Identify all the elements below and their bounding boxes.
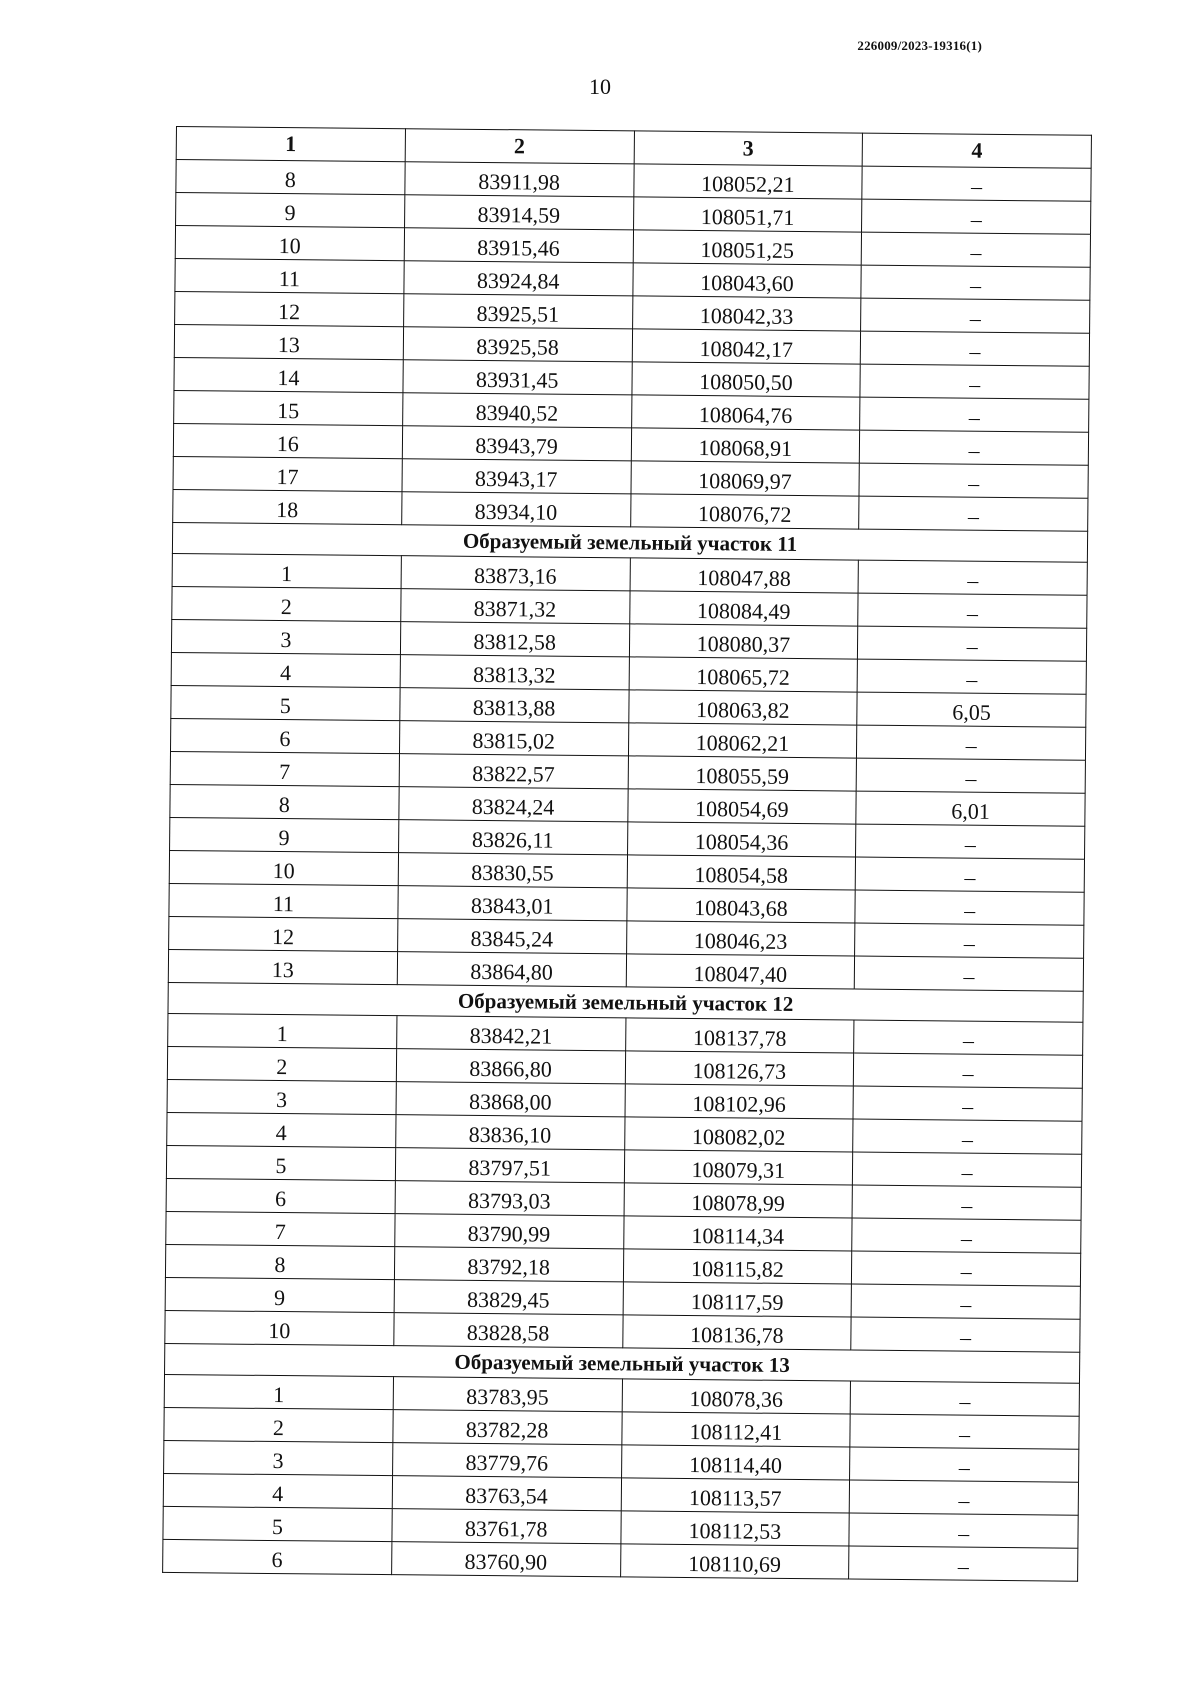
column-4-cell: – xyxy=(852,1251,1081,1286)
point-number-cell: 1 xyxy=(172,553,401,588)
point-number-cell: 6 xyxy=(163,1539,392,1574)
y-coordinate-cell: 108112,53 xyxy=(620,1511,849,1546)
x-coordinate-cell: 83815,02 xyxy=(399,721,628,756)
column-4-cell: – xyxy=(849,1513,1078,1548)
column-4-cell: – xyxy=(855,923,1084,958)
y-coordinate-cell: 108110,69 xyxy=(620,1544,849,1579)
column-4-cell: – xyxy=(855,857,1084,892)
column-4-cell: – xyxy=(853,1119,1082,1154)
column-4-cell: 6,05 xyxy=(857,692,1086,727)
y-coordinate-cell: 108082,02 xyxy=(624,1117,853,1152)
y-coordinate-cell: 108078,36 xyxy=(622,1379,851,1414)
y-coordinate-cell: 108115,82 xyxy=(623,1249,852,1284)
x-coordinate-cell: 83797,51 xyxy=(395,1148,624,1183)
column-4-cell: – xyxy=(855,890,1084,925)
y-coordinate-cell: 108102,96 xyxy=(625,1084,854,1119)
x-coordinate-cell: 83813,88 xyxy=(400,688,629,723)
y-coordinate-cell: 108047,40 xyxy=(626,954,855,989)
point-number-cell: 2 xyxy=(172,586,401,621)
x-coordinate-cell: 83792,18 xyxy=(394,1247,623,1282)
column-4-cell: – xyxy=(849,1546,1078,1581)
point-number-cell: 8 xyxy=(165,1244,394,1279)
x-coordinate-cell: 83761,78 xyxy=(392,1509,621,1544)
x-coordinate-cell: 83760,90 xyxy=(391,1542,620,1577)
column-4-cell: – xyxy=(857,659,1086,694)
x-coordinate-cell: 83931,45 xyxy=(403,360,632,395)
y-coordinate-cell: 108136,78 xyxy=(622,1315,851,1350)
column-4-cell: – xyxy=(853,1086,1082,1121)
y-coordinate-cell: 108042,33 xyxy=(632,296,861,331)
column-4-cell: – xyxy=(856,824,1085,859)
column-4-cell: 6,01 xyxy=(856,791,1085,826)
y-coordinate-cell: 108042,17 xyxy=(632,329,861,364)
column-4-cell: – xyxy=(860,364,1089,399)
point-number-cell: 11 xyxy=(175,258,404,293)
column-4-cell: – xyxy=(854,956,1083,991)
point-number-cell: 7 xyxy=(170,751,399,786)
y-coordinate-cell: 108068,91 xyxy=(631,428,860,463)
document-id: 226009/2023-19316(1) xyxy=(857,38,982,53)
column-4-cell: – xyxy=(861,232,1090,267)
section-title: Образуемый земельный участок 11 xyxy=(172,522,1087,562)
point-number-cell: 16 xyxy=(173,423,402,458)
column-header-3: 3 xyxy=(634,131,863,166)
point-number-cell: 2 xyxy=(164,1407,393,1442)
x-coordinate-cell: 83829,45 xyxy=(394,1280,623,1315)
y-coordinate-cell: 108047,88 xyxy=(630,558,859,593)
column-4-cell: – xyxy=(859,496,1088,531)
column-header-4: 4 xyxy=(862,133,1091,168)
x-coordinate-cell: 83866,80 xyxy=(396,1049,625,1084)
point-number-cell: 9 xyxy=(170,817,399,852)
column-4-cell: – xyxy=(858,626,1087,661)
y-coordinate-cell: 108055,59 xyxy=(628,756,857,791)
column-4-cell: – xyxy=(854,1020,1083,1055)
point-number-cell: 14 xyxy=(174,357,403,392)
point-number-cell: 11 xyxy=(169,883,398,918)
point-number-cell: 6 xyxy=(166,1178,395,1213)
x-coordinate-cell: 83925,58 xyxy=(403,327,632,362)
point-number-cell: 9 xyxy=(176,193,405,228)
section-title: Образуемый земельный участок 13 xyxy=(165,1343,1080,1383)
point-number-cell: 12 xyxy=(175,291,404,326)
x-coordinate-cell: 83934,10 xyxy=(401,492,630,527)
column-4-cell: – xyxy=(861,265,1090,300)
x-coordinate-cell: 83822,57 xyxy=(399,754,628,789)
point-number-cell: 4 xyxy=(167,1112,396,1147)
point-number-cell: 3 xyxy=(164,1440,393,1475)
column-4-cell: – xyxy=(850,1414,1079,1449)
point-number-cell: 6 xyxy=(170,718,399,753)
y-coordinate-cell: 108046,23 xyxy=(626,921,855,956)
y-coordinate-cell: 108080,37 xyxy=(629,624,858,659)
point-number-cell: 13 xyxy=(168,949,397,984)
point-number-cell: 9 xyxy=(165,1277,394,1312)
point-number-cell: 12 xyxy=(169,916,398,951)
section-title: Образуемый земельный участок 12 xyxy=(168,982,1083,1022)
point-number-cell: 3 xyxy=(171,619,400,654)
point-number-cell: 13 xyxy=(174,324,403,359)
column-4-cell: – xyxy=(860,397,1089,432)
point-number-cell: 5 xyxy=(166,1145,395,1180)
y-coordinate-cell: 108069,97 xyxy=(630,461,859,496)
y-coordinate-cell: 108051,25 xyxy=(633,230,862,265)
column-4-cell: – xyxy=(853,1152,1082,1187)
table-body xyxy=(163,160,1092,1582)
column-4-cell: – xyxy=(850,1447,1079,1482)
y-coordinate-cell: 108114,40 xyxy=(621,1445,850,1480)
x-coordinate-cell: 83842,21 xyxy=(396,1016,625,1051)
x-coordinate-cell: 83828,58 xyxy=(394,1313,623,1348)
y-coordinate-cell: 108113,57 xyxy=(621,1478,850,1513)
point-number-cell: 3 xyxy=(167,1079,396,1114)
x-coordinate-cell: 83824,24 xyxy=(399,787,628,822)
coordinates-sheet xyxy=(162,126,1092,1582)
point-number-cell: 5 xyxy=(171,685,400,720)
point-number-cell: 17 xyxy=(173,456,402,491)
x-coordinate-cell: 83864,80 xyxy=(397,952,626,987)
point-number-cell: 10 xyxy=(165,1310,394,1345)
y-coordinate-cell: 108043,60 xyxy=(632,263,861,298)
column-4-cell: – xyxy=(858,593,1087,628)
column-4-cell: – xyxy=(862,166,1091,201)
x-coordinate-cell: 83845,24 xyxy=(397,919,626,954)
column-4-cell: – xyxy=(860,430,1089,465)
column-4-cell: – xyxy=(856,758,1085,793)
y-coordinate-cell: 108079,31 xyxy=(624,1150,853,1185)
column-4-cell: – xyxy=(858,560,1087,595)
y-coordinate-cell: 108054,58 xyxy=(627,855,856,890)
x-coordinate-cell: 83836,10 xyxy=(395,1115,624,1150)
x-coordinate-cell: 83868,00 xyxy=(396,1082,625,1117)
point-number-cell: 8 xyxy=(170,784,399,819)
y-coordinate-cell: 108052,21 xyxy=(633,164,862,199)
y-coordinate-cell: 108112,41 xyxy=(621,1412,850,1447)
y-coordinate-cell: 108065,72 xyxy=(629,657,858,692)
point-number-cell: 4 xyxy=(171,652,400,687)
point-number-cell: 18 xyxy=(173,489,402,524)
column-4-cell: – xyxy=(850,1381,1079,1416)
column-4-cell: – xyxy=(860,331,1089,366)
column-4-cell: – xyxy=(854,1053,1083,1088)
x-coordinate-cell: 83914,59 xyxy=(404,195,633,230)
x-coordinate-cell: 83943,17 xyxy=(402,459,631,494)
column-4-cell: – xyxy=(862,199,1091,234)
x-coordinate-cell: 83911,98 xyxy=(405,162,634,197)
y-coordinate-cell: 108050,50 xyxy=(631,362,860,397)
x-coordinate-cell: 83793,03 xyxy=(395,1181,624,1216)
column-4-cell: – xyxy=(859,463,1088,498)
y-coordinate-cell: 108137,78 xyxy=(625,1018,854,1053)
point-number-cell: 2 xyxy=(167,1046,396,1081)
y-coordinate-cell: 108043,68 xyxy=(626,888,855,923)
column-4-cell: – xyxy=(857,725,1086,760)
column-4-cell: – xyxy=(851,1284,1080,1319)
y-coordinate-cell: 108117,59 xyxy=(623,1282,852,1317)
column-4-cell: – xyxy=(852,1218,1081,1253)
column-4-cell: – xyxy=(849,1480,1078,1515)
x-coordinate-cell: 83830,55 xyxy=(398,853,627,888)
point-number-cell: 10 xyxy=(175,226,404,261)
x-coordinate-cell: 83843,01 xyxy=(398,886,627,921)
y-coordinate-cell: 108051,71 xyxy=(633,197,862,232)
y-coordinate-cell: 108063,82 xyxy=(628,690,857,725)
point-number-cell: 7 xyxy=(166,1211,395,1246)
point-number-cell: 1 xyxy=(168,1013,397,1048)
column-header-1: 1 xyxy=(176,127,405,162)
y-coordinate-cell: 108076,72 xyxy=(630,494,859,529)
y-coordinate-cell: 108084,49 xyxy=(629,591,858,626)
x-coordinate-cell: 83790,99 xyxy=(395,1214,624,1249)
x-coordinate-cell: 83915,46 xyxy=(404,228,633,263)
column-4-cell: – xyxy=(852,1185,1081,1220)
x-coordinate-cell: 83763,54 xyxy=(392,1476,621,1511)
point-number-cell: 15 xyxy=(174,390,403,425)
coordinates-table xyxy=(162,126,1092,1582)
point-number-cell: 8 xyxy=(176,160,405,195)
point-number-cell: 10 xyxy=(169,850,398,885)
y-coordinate-cell: 108126,73 xyxy=(625,1051,854,1086)
x-coordinate-cell: 83779,76 xyxy=(392,1443,621,1478)
x-coordinate-cell: 83925,51 xyxy=(403,294,632,329)
column-4-cell: – xyxy=(851,1317,1080,1352)
x-coordinate-cell: 83871,32 xyxy=(401,589,630,624)
x-coordinate-cell: 83812,58 xyxy=(400,622,629,657)
x-coordinate-cell: 83783,95 xyxy=(393,1377,622,1412)
point-number-cell: 4 xyxy=(163,1473,392,1508)
y-coordinate-cell: 108114,34 xyxy=(623,1216,852,1251)
x-coordinate-cell: 83940,52 xyxy=(402,393,631,428)
point-number-cell: 1 xyxy=(164,1374,393,1409)
y-coordinate-cell: 108054,36 xyxy=(627,822,856,857)
x-coordinate-cell: 83813,32 xyxy=(400,655,629,690)
point-number-cell: 5 xyxy=(163,1506,392,1541)
page-number: 10 xyxy=(589,74,611,99)
x-coordinate-cell: 83924,84 xyxy=(404,261,633,296)
x-coordinate-cell: 83873,16 xyxy=(401,556,630,591)
x-coordinate-cell: 83826,11 xyxy=(398,820,627,855)
y-coordinate-cell: 108054,69 xyxy=(627,789,856,824)
x-coordinate-cell: 83782,28 xyxy=(393,1410,622,1445)
x-coordinate-cell: 83943,79 xyxy=(402,426,631,461)
y-coordinate-cell: 108064,76 xyxy=(631,395,860,430)
y-coordinate-cell: 108062,21 xyxy=(628,723,857,758)
y-coordinate-cell: 108078,99 xyxy=(624,1183,853,1218)
column-header-2: 2 xyxy=(405,129,634,164)
column-4-cell: – xyxy=(861,298,1090,333)
